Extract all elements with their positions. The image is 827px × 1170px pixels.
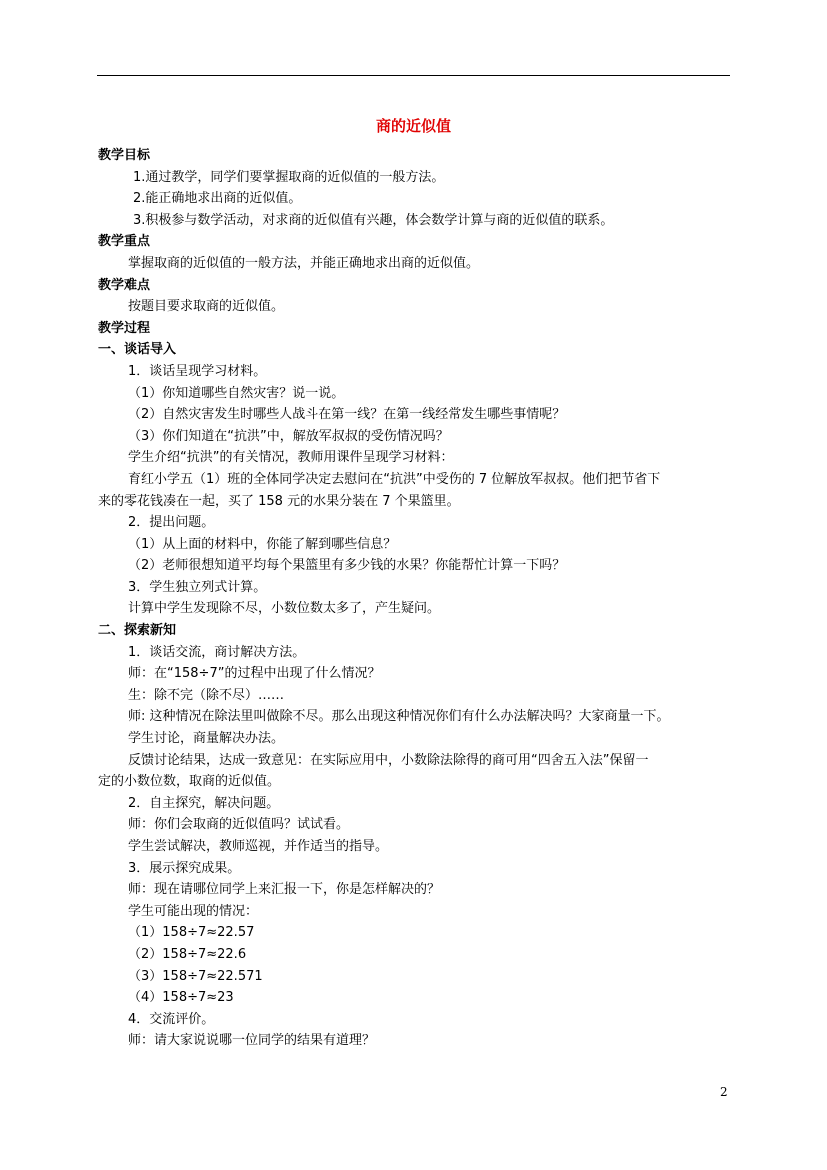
- body-line: 1．谈话交流，商讨解决方法。: [128, 644, 306, 660]
- body-line: 2.能正确地求出商的近似值。: [133, 191, 302, 207]
- document-title: 商的近似值: [375, 117, 451, 135]
- section-heading: 教学目标: [98, 148, 151, 163]
- section-heading: 二、探索新知: [98, 623, 177, 639]
- section-heading: 教学过程: [98, 320, 151, 336]
- body-line: 师：请大家说说哪一位同学的结果有道理？: [128, 1033, 376, 1049]
- body-line: 定的小数位数，取商的近似值。: [98, 774, 281, 790]
- section-heading: 一、谈话导入: [98, 342, 177, 358]
- page-number: 2: [720, 1085, 728, 1099]
- body-line: 1．谈话呈现学习材料。: [128, 363, 267, 379]
- body-line: 学生介绍“抗洪”的有关情况，教师用课件呈现学习材料：: [128, 450, 454, 466]
- body-line: （1）158÷7≈22.57: [128, 925, 255, 941]
- body-line: 3.积极参与数学活动，对求商的近似值有兴趣，体会数学计算与商的近似值的联系。: [133, 212, 614, 228]
- body-line: 3．学生独立列式计算。: [128, 579, 267, 595]
- body-line: （1）从上面的材料中，你能了解到哪些信息？: [128, 536, 397, 552]
- body-line: （2）老师很想知道平均每个果篮里有多少钱的水果？你能帮忙计算一下吗？: [128, 558, 566, 574]
- section-heading: 教学难点: [98, 277, 151, 293]
- body-line: 4．交流评价。: [128, 1011, 215, 1027]
- body-line: 学生可能出现的情况：: [128, 903, 259, 919]
- body-line: 师：现在请哪位同学上来汇报一下，你是怎样解决的？: [128, 882, 441, 898]
- body-line: 按题目要求取商的近似值。: [128, 299, 285, 315]
- body-line: 掌握取商的近似值的一般方法，并能正确地求出商的近似值。: [128, 255, 480, 271]
- body-line: （3）你们知道在“抗洪”中，解放军叔叔的受伤情况吗？: [128, 428, 449, 444]
- body-line: 育红小学五（1）班的全体同学决定去慰问在“抗洪”中受伤的 7 位解放军叔叔。他们把节省下: [128, 471, 661, 487]
- body-line: 1.通过教学，同学们要掌握取商的近似值的一般方法。: [133, 169, 445, 185]
- body-line: （2）158÷7≈22.6: [128, 946, 247, 962]
- body-line: 生：除不完（除不尽）……: [128, 687, 285, 703]
- body-line: 师：你们会取商的近似值吗？试试看。: [128, 817, 350, 833]
- body-line: （4）158÷7≈23: [128, 990, 234, 1006]
- body-line: 来的零花钱凑在一起，买了 158 元的水果分装在 7 个果篮里。: [98, 493, 460, 509]
- body-line: 计算中学生发现除不尽，小数位数太多了，产生疑问。: [128, 601, 441, 617]
- body-line: 学生尝试解决，教师巡视，并作适当的指导。: [128, 839, 389, 854]
- body-line: 2．提出问题。: [128, 515, 215, 531]
- header-rule: [97, 75, 730, 76]
- body-line: 3．展示探究成果。: [128, 860, 241, 876]
- body-line: 学生讨论，商量解决办法。: [128, 731, 285, 747]
- body-line: 反馈讨论结果，达成一致意见：在实际应用中，小数除法除得的商可用“四舍五入法”保留一: [128, 752, 649, 768]
- body-line: （3）158÷7≈22.571: [128, 968, 263, 984]
- document-body: [98, 145, 731, 1052]
- body-line: （2）自然灾害发生时哪些人战斗在第一线？在第一线经常发生哪些事情呢？: [128, 407, 566, 423]
- body-line: 师：在“158÷7”的过程中出现了什么情况？: [128, 666, 381, 682]
- body-line: 2．自主探究，解决问题。: [128, 795, 280, 811]
- body-line: （1）你知道哪些自然灾害？说一说。: [128, 385, 345, 401]
- body-line: 师: 这种情况在除法里叫做除不尽。那么出现这种情况你们有什么办法解决吗？大家商量一下。: [128, 709, 670, 725]
- section-heading: 教学重点: [98, 234, 151, 250]
